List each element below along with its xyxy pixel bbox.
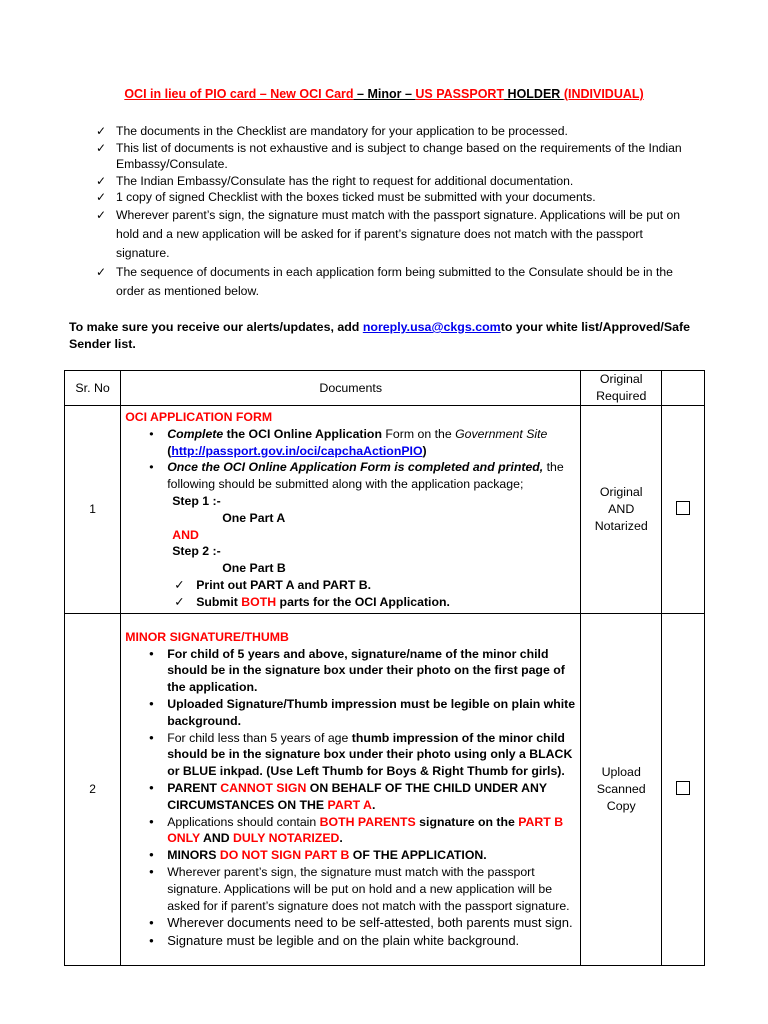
title-segment: HOLDER: [504, 87, 564, 101]
title-segment: –: [401, 87, 416, 101]
original-line: Copy: [606, 798, 636, 813]
list-item: [125, 426, 580, 460]
checkmark-icon: ✓: [96, 140, 107, 155]
bullet-dot-icon: •: [149, 864, 154, 879]
checklist-item: [96, 140, 696, 173]
original-required-cell: [581, 613, 662, 965]
text-run: Applications should contain: [167, 814, 320, 829]
text-run: (: [167, 443, 172, 458]
row-number: 2: [65, 613, 121, 965]
text-run: Wherever parent’s sign, the signature must match with the passport signature. Applications will be put on hold and a new application will be asked for if parent’s signature does not match with the passport signature.: [167, 864, 570, 913]
title-segment: (INDIVIDUAL): [563, 87, 644, 101]
original-required-cell: [581, 406, 662, 614]
original-line: AND: [608, 501, 635, 516]
text-run: the OCI Online Application: [223, 426, 382, 441]
bullet-dot-icon: •: [149, 696, 154, 711]
text-run: Government Site: [455, 426, 548, 441]
title-segment: Minor: [367, 87, 402, 101]
text-run: For child less than 5 years of age: [167, 730, 349, 745]
text-run: AND: [172, 527, 199, 542]
list-item: [125, 914, 580, 932]
checkbox-cell: [662, 613, 705, 965]
text-run: thumb impression of the minor child should be in the signature box under their photo using only a BLACK or BLUE inkpad. (Use Left Thumb for Boys & Right Thumb for girls).: [167, 730, 573, 779]
checklist-item: [96, 189, 696, 206]
list-item: [125, 730, 580, 780]
text-run: Once the OCI Online Application Form is completed and printed,: [167, 460, 544, 475]
section-heading: OCI APPLICATION FORM: [125, 410, 273, 424]
notice-text: to your white list/Approved/Safe Sender list.: [69, 320, 691, 351]
title-segment: OCI in lieu of PIO card: [124, 87, 257, 101]
bullet-dot-icon: •: [149, 730, 154, 745]
page-title: [0, 87, 768, 101]
bullet-dot-icon: •: [149, 780, 154, 795]
checklist-text: Wherever parent’s sign, the signature must match with the passport signature. Applications will be put on hold and a new application will be asked for if parent’s signature does not match with the passport signature.: [116, 207, 681, 260]
whitelist-notice: [69, 319, 709, 353]
checkmark-icon: ✓: [96, 124, 107, 138]
list-item: [125, 696, 580, 730]
title-segment: –: [353, 87, 368, 101]
checkmark-icon: ✓: [96, 173, 107, 188]
text-run: BOTH: [241, 594, 277, 609]
text-run: Complete: [167, 426, 224, 441]
text-run: PARENT: [167, 780, 221, 795]
requirements-checklist: [96, 123, 696, 301]
header-documents: Documents: [121, 371, 581, 406]
row-documents: [121, 613, 581, 965]
list-item: [125, 932, 580, 950]
list-item: [125, 646, 580, 696]
list-item: [125, 847, 580, 864]
step-label: Step 2 :-: [172, 544, 221, 559]
government-site-link[interactable]: http://passport.gov.in/oci/capchaActionPIO: [171, 443, 423, 458]
checkmark-icon: ✓: [96, 190, 107, 204]
text-run: parts for the OCI Application.: [276, 594, 450, 609]
checklist-text: This list of documents is not exhaustive and is subject to change based on the requirements of the Indian Embassy/Consulate.: [116, 140, 682, 171]
text-run: Print out PART A and PART B.: [196, 577, 372, 592]
checkbox-icon[interactable]: [676, 781, 690, 795]
text-run: DO NOT SIGN PART B: [219, 848, 350, 863]
checkmark-icon: ✓: [96, 207, 107, 222]
text-run: ): [422, 443, 427, 458]
checklist-text: The documents in the Checklist are mandatory for your application to be processed.: [116, 124, 568, 138]
step-item: One Part B: [222, 561, 286, 576]
step-label: Step 1 :-: [172, 493, 221, 508]
text-run: BOTH PARENTS: [319, 814, 416, 829]
text-run: PART A: [327, 797, 372, 812]
text-run: .: [371, 797, 376, 812]
checkbox-icon[interactable]: [676, 501, 690, 515]
step-item: One Part A: [222, 510, 286, 525]
checklist-text: The sequence of documents in each application form being submitted to the Consulate should be in the order as mentioned below.: [116, 264, 673, 298]
table-header-row: [65, 371, 705, 406]
text-run: Submit: [196, 594, 242, 609]
bullet-dot-icon: •: [149, 426, 154, 441]
checkmark-icon: ✓: [174, 577, 185, 592]
header-original-required: Original Required: [581, 371, 662, 406]
bullet-dot-icon: •: [149, 460, 154, 475]
bullet-dot-icon: •: [149, 934, 154, 949]
original-line: Original: [599, 484, 643, 499]
list-item: [125, 459, 580, 493]
list-item: [125, 864, 580, 914]
checkbox-cell: [662, 406, 705, 614]
checklist-item: [96, 123, 696, 140]
original-line: Upload: [601, 764, 641, 779]
documents-table: [64, 370, 705, 966]
header-checkbox-col: [662, 371, 705, 406]
header-sr-no: Sr. No: [65, 371, 121, 406]
checklist-text: 1 copy of signed Checklist with the boxes ticked must be submitted with your documents.: [116, 190, 596, 204]
checkmark-icon: ✓: [174, 594, 185, 609]
list-item: [125, 814, 580, 848]
notice-text: To make sure you receive our alerts/updates, add: [69, 320, 363, 334]
text-run: ON BEHALF OF THE CHILD UNDER ANY CIRCUMSTANCES ON THE: [167, 780, 547, 812]
text-run: CANNOT SIGN: [220, 780, 307, 795]
text-run: DULY NOTARIZED: [233, 831, 340, 846]
text-run: For child of 5 years and above, signature/name of the minor child should be in the signature box under their photo on the first page of the application.: [167, 646, 565, 695]
original-line: Notarized: [594, 518, 648, 533]
email-link[interactable]: noreply.usa@ckgs.com: [362, 320, 501, 334]
text-run: Signature must be legible and on the plain white background.: [167, 933, 520, 949]
row-documents: [121, 406, 581, 614]
bullet-dot-icon: •: [149, 814, 154, 829]
bullet-dot-icon: •: [149, 848, 154, 863]
list-item: [125, 594, 580, 611]
text-run: MINORS: [167, 848, 220, 863]
and-label: [125, 527, 580, 544]
checklist-text: The Indian Embassy/Consulate has the right to request for additional documentation.: [116, 173, 574, 188]
title-segment: US PASSPORT: [415, 87, 505, 101]
text-run: AND: [200, 831, 234, 846]
original-line: Scanned: [596, 781, 646, 796]
checklist-item: [96, 263, 696, 301]
text-run: signature on the: [415, 814, 519, 829]
table-row: [65, 613, 705, 965]
checklist-item: [96, 173, 696, 190]
bullet-dot-icon: •: [149, 916, 154, 931]
text-run: Form on the: [381, 426, 456, 441]
section-heading: MINOR SIGNATURE/THUMB: [125, 629, 289, 644]
list-item: [125, 780, 580, 814]
table-row: [65, 406, 705, 614]
text-run: Wherever documents need to be self-attested, both parents must sign.: [167, 915, 573, 931]
text-run: .: [339, 831, 343, 846]
checklist-item: [96, 206, 696, 263]
checkmark-icon: ✓: [96, 264, 107, 279]
text-run: PART B ONLY: [167, 814, 564, 846]
row-number: 1: [65, 406, 121, 614]
title-segment: New OCI Card: [270, 87, 354, 101]
text-run: Uploaded Signature/Thumb impression must be legible on plain white background.: [167, 696, 576, 728]
title-segment: –: [256, 87, 271, 101]
bullet-dot-icon: •: [149, 646, 154, 661]
text-run: OF THE APPLICATION.: [349, 848, 487, 863]
text-run: the following should be submitted along with the application package;: [167, 460, 564, 492]
list-item: [125, 577, 580, 594]
